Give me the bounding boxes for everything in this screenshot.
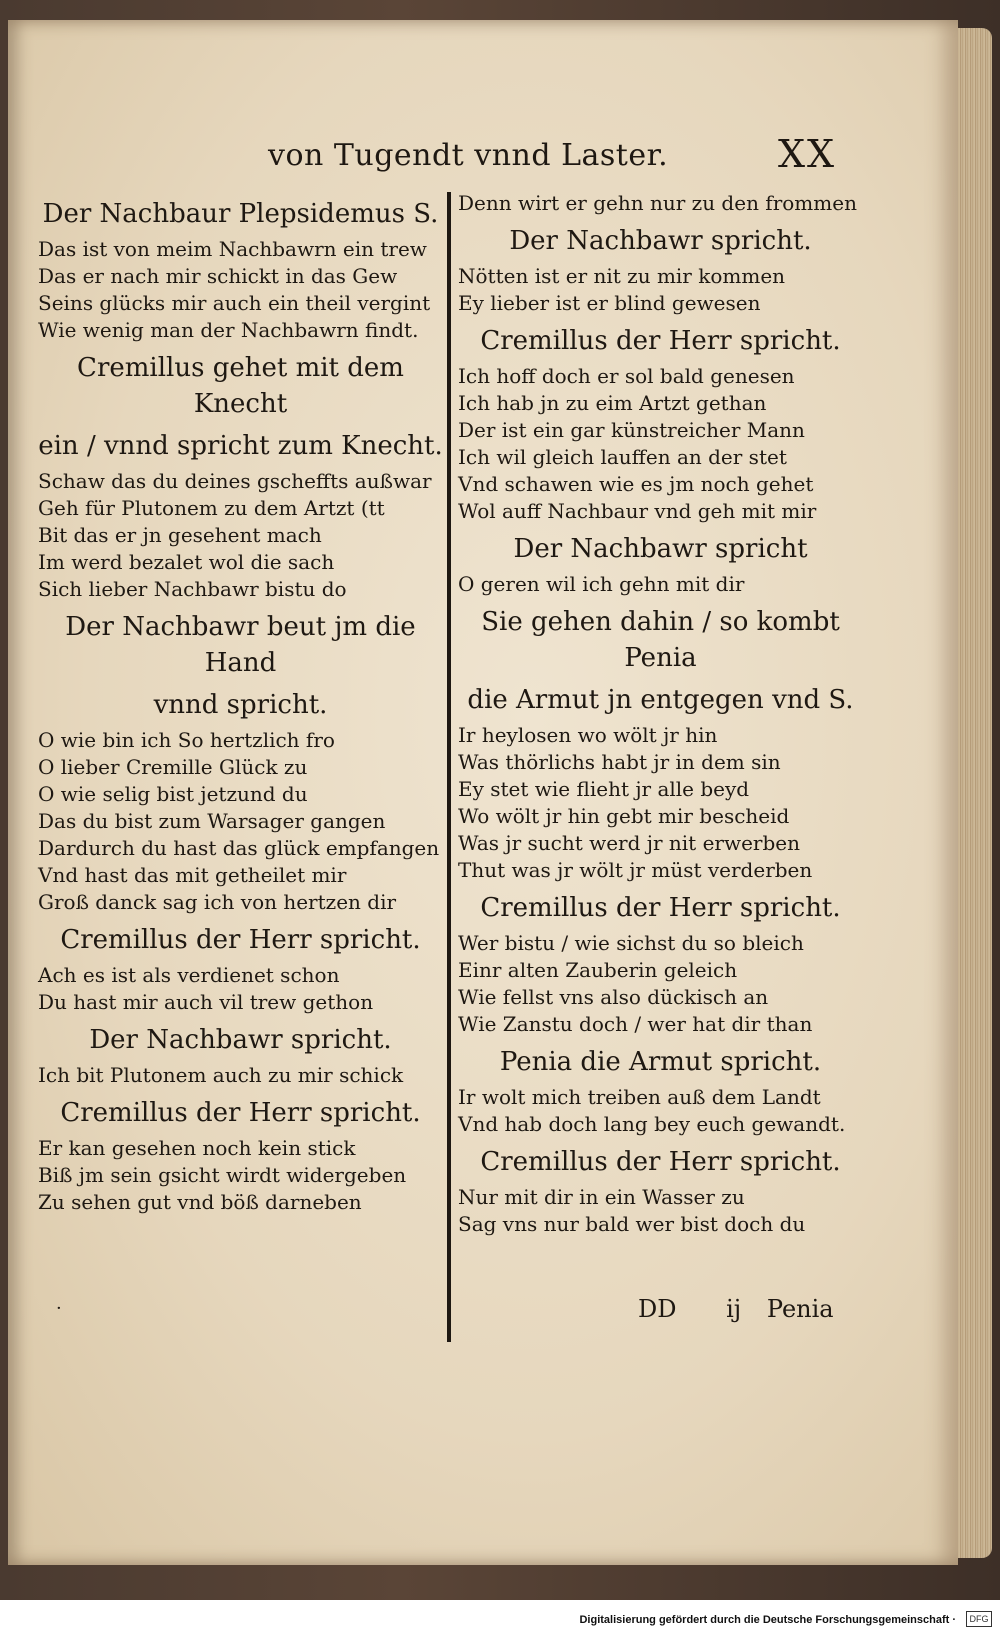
verse-line: Wer bistu / wie sichst du so bleich <box>458 931 804 955</box>
signature-leaf: ij <box>726 1295 742 1323</box>
right-column <box>458 190 863 1238</box>
page-content <box>8 20 958 1565</box>
verse-line: Nötten ist er nit zu mir kommen <box>458 264 786 288</box>
verse-line: Der ist ein gar künstreicher Mann <box>458 418 805 442</box>
verse-line: Sich lieber Nachbawr bistu do <box>38 577 347 601</box>
verse-line: Er kan gesehen noch kein stick <box>38 1136 356 1160</box>
verse-line: Ich wil gleich lauffen an der stet <box>458 445 787 469</box>
speaker-heading: Der Nachbaur Plepsidemus S. <box>42 199 439 229</box>
verse-line: Das ist von meim Nachbawrn ein trew <box>38 237 427 261</box>
speaker-heading: Sie gehen dahin / so kombt Penia <box>481 607 840 673</box>
verse-line: Ir wolt mich treiben auß dem Landt <box>458 1085 821 1109</box>
verse-line: Wo wölt jr hin gebt mir bescheid <box>458 804 790 828</box>
speaker-heading: Der Nachbawr beut jm die Hand <box>65 612 416 678</box>
funding-credit: Digitalisierung gefördert durch die Deutsche Forschungsgemeinschaft · <box>579 1614 956 1626</box>
dfg-logo: DFG <box>966 1611 992 1627</box>
margin-mark: · <box>56 1298 62 1319</box>
verse-line: Zu sehen gut vnd böß darneben <box>38 1190 362 1214</box>
verse-line: Denn wirt er gehn nur zu den frommen <box>458 191 857 215</box>
verse-line: Ey lieber ist er blind gewesen <box>458 291 761 315</box>
column-rule <box>447 192 451 1342</box>
speaker-heading: Der Nachbawr spricht <box>513 534 808 564</box>
verse-line: Wie wenig man der Nachbawrn findt. <box>38 318 419 342</box>
verse-line: Im werd bezalet wol die sach <box>38 550 335 574</box>
verse-line: Du hast mir auch vil trew gethon <box>38 990 374 1014</box>
verse-line: O wie bin ich So hertzlich fro <box>38 728 335 752</box>
catchword: Penia <box>766 1295 834 1323</box>
signature-mark: DD <box>638 1295 677 1323</box>
verse-line: O geren wil ich gehn mit dir <box>458 572 745 596</box>
speaker-heading: ein / vnnd spricht zum Knecht. <box>38 431 443 461</box>
speaker-heading: Cremillus der Herr spricht. <box>480 893 841 923</box>
speaker-heading: Cremillus der Herr spricht. <box>60 925 421 955</box>
book-page <box>8 20 958 1565</box>
verse-line: Ich bit Plutonem auch zu mir schick <box>38 1063 404 1087</box>
verse-line: Vnd hast das mit getheilet mir <box>38 863 347 887</box>
folio-number: XX <box>778 132 837 176</box>
left-column <box>38 190 443 1216</box>
verse-line: Ach es ist als verdienet schon <box>38 963 340 987</box>
verse-line: Ey stet wie flieht jr alle beyd <box>458 777 750 801</box>
verse-line: Ir heylosen wo wölt jr hin <box>458 723 718 747</box>
verse-line: Biß jm sein gsicht wirdt widergeben <box>38 1163 407 1187</box>
verse-line: Wie Zanstu doch / wer hat dir than <box>458 1012 813 1036</box>
verse-line: Vnd schawen wie es jm noch gehet <box>458 472 814 496</box>
verse-line: Das du bist zum Warsager gangen <box>38 809 386 833</box>
speaker-heading: Der Nachbawr spricht. <box>509 226 812 256</box>
catchword-line <box>638 1295 834 1323</box>
verse-line: Bit das er jn gesehent mach <box>38 523 322 547</box>
verse-line: Ich hoff doch er sol bald genesen <box>458 364 795 388</box>
verse-line: O wie selig bist jetzund du <box>38 782 308 806</box>
speaker-heading: Cremillus der Herr spricht. <box>60 1098 421 1128</box>
speaker-heading: Der Nachbawr spricht. <box>89 1025 392 1055</box>
verse-line: Einr alten Zauberin geleich <box>458 958 738 982</box>
verse-line: Das er nach mir schickt in das Gew <box>38 264 398 288</box>
verse-line: Sag vns nur bald wer bist doch du <box>458 1212 806 1236</box>
verse-line: O lieber Cremille Glück zu <box>38 755 308 779</box>
speaker-heading: vnnd spricht. <box>153 690 328 720</box>
verse-line: Wol auff Nachbaur vnd geh mit mir <box>458 499 817 523</box>
verse-line: Schaw das du deines gscheffts außwar <box>38 469 432 493</box>
verse-line: Geh für Plutonem zu dem Artzt (tt <box>38 496 385 520</box>
running-head: von Tugendt vnnd Laster. <box>268 138 669 173</box>
verse-line: Was jr sucht werd jr nit erwerben <box>458 831 801 855</box>
speaker-heading: Cremillus gehet mit dem Knecht <box>77 353 404 419</box>
verse-line: Groß danck sag ich von hertzen dir <box>38 890 397 914</box>
verse-line: Dardurch du hast das glück empfangen <box>38 836 440 860</box>
speaker-heading: die Armut jn entgegen vnd S. <box>467 685 854 715</box>
verse-line: Ich hab jn zu eim Artzt gethan <box>458 391 767 415</box>
speaker-heading: Cremillus der Herr spricht. <box>480 326 841 356</box>
verse-line: Wie fellst vns also dückisch an <box>458 985 769 1009</box>
verse-line: Thut was jr wölt jr müst verderben <box>458 858 813 882</box>
verse-line: Vnd hab doch lang bey euch gewandt. <box>458 1112 846 1136</box>
speaker-heading: Cremillus der Herr spricht. <box>480 1147 841 1177</box>
speaker-heading: Penia die Armut spricht. <box>499 1047 822 1077</box>
verse-line: Was thörlichs habt jr in dem sin <box>458 750 781 774</box>
verse-line: Nur mit dir in ein Wasser zu <box>458 1185 745 1209</box>
verse-line: Seins glücks mir auch ein theil vergint <box>38 291 431 315</box>
